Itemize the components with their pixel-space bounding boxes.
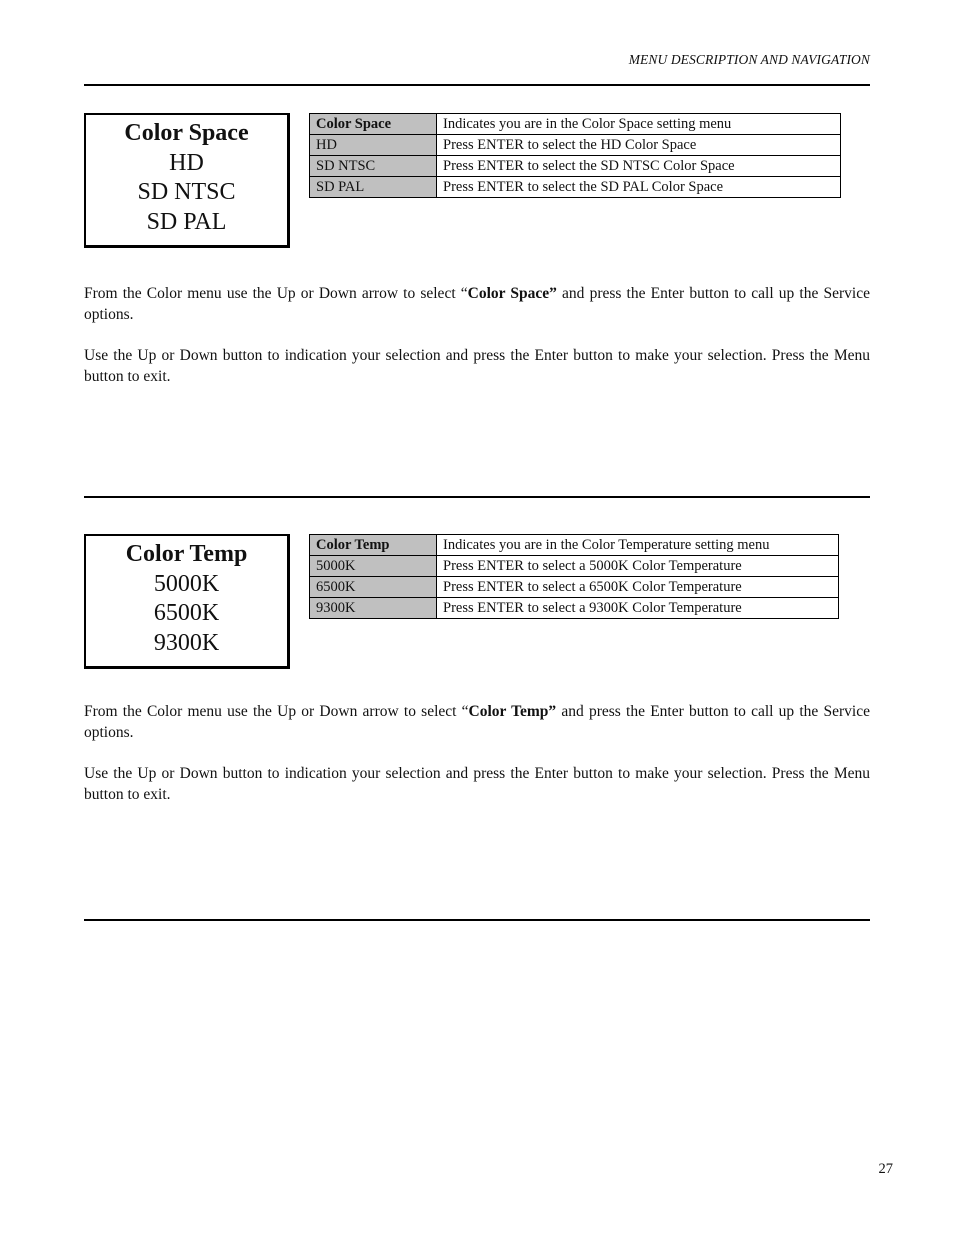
paragraph-text: and press the Enter button to call up the Service options. bbox=[84, 285, 870, 323]
instruction-paragraph bbox=[84, 701, 870, 743]
menu-box-title: Color Temp bbox=[125, 541, 248, 567]
page-number: 27 bbox=[878, 1161, 893, 1177]
table-row bbox=[310, 177, 841, 198]
table-row bbox=[310, 535, 839, 556]
table-row bbox=[310, 598, 839, 619]
color-temp-menu-box bbox=[84, 534, 290, 669]
instruction-paragraph: Use the Up or Down button to indication your selection and press the Enter button to make your selection. Press the Menu button to exit. bbox=[84, 765, 870, 803]
table-desc-cell: Press ENTER to select the HD Color Space bbox=[437, 135, 841, 156]
table-key-cell: SD PAL bbox=[310, 177, 437, 198]
running-header: MENU DESCRIPTION AND NAVIGATION bbox=[628, 52, 870, 67]
color-temp-table bbox=[309, 534, 839, 619]
table-key-cell: Color Space bbox=[310, 114, 437, 135]
menu-option: 9300K bbox=[153, 630, 220, 657]
table-desc-cell: Press ENTER to select a 6500K Color Temperature bbox=[437, 577, 839, 598]
paragraph-text: From the Color menu use the Up or Down arrow to select “ bbox=[84, 703, 469, 720]
table-desc-cell: Indicates you are in the Color Space setting menu bbox=[437, 114, 841, 135]
table-key-cell: SD NTSC bbox=[310, 156, 437, 177]
menu-box-title: Color Space bbox=[124, 120, 249, 146]
bottom-divider bbox=[84, 919, 870, 921]
table-key-cell: Color Temp bbox=[310, 535, 437, 556]
color-space-instructions bbox=[84, 283, 870, 387]
color-temp-instructions bbox=[84, 701, 870, 805]
table-desc-cell: Press ENTER to select a 9300K Color Temperature bbox=[437, 598, 839, 619]
menu-option: SD NTSC bbox=[137, 179, 236, 206]
section-divider bbox=[84, 496, 870, 498]
top-divider bbox=[84, 84, 870, 86]
instruction-paragraph: Use the Up or Down button to indication your selection and press the Enter button to make your selection. Press the Menu button to exit. bbox=[84, 347, 870, 385]
menu-item-name: Color Temp” bbox=[468, 703, 557, 720]
table-row bbox=[310, 114, 841, 135]
color-space-menu-box bbox=[84, 113, 290, 248]
menu-option: HD bbox=[169, 149, 204, 176]
table-row bbox=[310, 556, 839, 577]
table-row bbox=[310, 156, 841, 177]
table-desc-cell: Indicates you are in the Color Temperature setting menu bbox=[437, 535, 839, 556]
table-key-cell: 6500K bbox=[310, 577, 437, 598]
instruction-paragraph bbox=[84, 283, 870, 325]
table-key-cell: 9300K bbox=[310, 598, 437, 619]
table-desc-cell: Press ENTER to select the SD PAL Color Space bbox=[437, 177, 841, 198]
menu-option: 6500K bbox=[153, 600, 220, 627]
paragraph-text: From the Color menu use the Up or Down arrow to select “ bbox=[84, 285, 468, 302]
table-desc-cell: Press ENTER to select the SD NTSC Color Space bbox=[437, 156, 841, 177]
table-key-cell: 5000K bbox=[310, 556, 437, 577]
menu-option: 5000K bbox=[153, 570, 220, 597]
table-row bbox=[310, 577, 839, 598]
table-desc-cell: Press ENTER to select a 5000K Color Temperature bbox=[437, 556, 839, 577]
menu-option: SD PAL bbox=[146, 209, 227, 236]
color-space-table bbox=[309, 113, 841, 198]
table-row bbox=[310, 135, 841, 156]
table-key-cell: HD bbox=[310, 135, 437, 156]
menu-item-name: Color Space” bbox=[467, 285, 557, 302]
paragraph-text: and press the Enter button to call up the Service options. bbox=[84, 703, 870, 741]
